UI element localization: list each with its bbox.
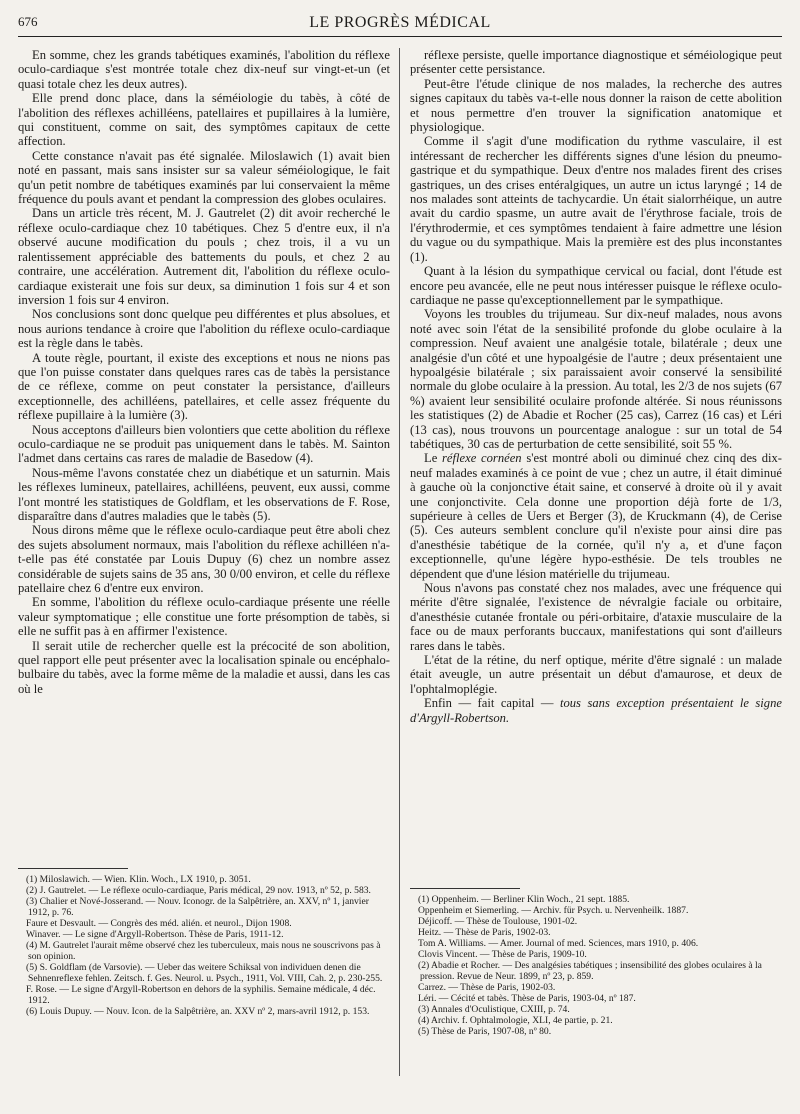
- paragraph: Comme il s'agit d'une modification du rythme vasculaire, il est intéressant de rechercher les différents signes d'une lésion du pneumo-gastrique et du sympathique. Deux d'entre nos malades firent des crises gastriques, un des crises entéralgiques, un autre un ictus laryngé ; 14 de nos malades sont atteints de tachycardie. Un était sialorrhéique, un autre avait du cardio spasme, un autre avait de l'érythrose faciale, trois de l'érythrodermie, et ces symptômes tendaient à faire admettre une lésion du vague ou du sympathique. Mais la première est des plus inconstantes (1).: [410, 134, 782, 264]
- footnote: Faure et Desvault. — Congrès des méd. alién. et neurol., Dijon 1908.: [26, 918, 292, 929]
- footnote: (1) Oppenheim. — Berliner Klin Woch., 21 sept. 1885.: [418, 894, 630, 905]
- text-run: Le: [424, 451, 443, 466]
- paragraph: Nous n'avons pas constaté chez nos malades, avec une fréquence qui mérite d'être signalée, l'existence de névralgie faciale ou orbitaire, d'anesthésie cutanée frontale ou péri-orbitaire, d'ataxie musculaire de la face ou de maux perforants buccaux, manifestations qui sont d'ailleurs rares dans le tabès.: [410, 581, 782, 653]
- footnote: (3) Chalier et Nové-Josserand. — Nouv. Iconogr. de la Salpêtrière, an. XXV, nº 1, janvier 1912, p. 76.: [26, 896, 369, 918]
- footnote: Clovis Vincent. — Thèse de Paris, 1909-10.: [418, 949, 587, 960]
- paragraph: Nous acceptons d'ailleurs bien volontiers que cette abolition du réflexe oculo-cardiaque ne se produit pas uniquement dans le tabès. M. Sainton l'admet dans certains cas rares de maladie de Basedow (4).: [18, 422, 390, 466]
- paragraph: [410, 696, 782, 725]
- right-footnotes: [410, 894, 780, 1037]
- footnote-separator: [18, 868, 128, 869]
- paragraph: Il serait utile de rechercher quelle est la précocité de son abolition, quel rapport elle peut présenter avec la localisation spinale ou encéphalo-bulbaire du tabès, avec la forme même de la maladie et aussi, dans les cas où le: [18, 638, 390, 696]
- paragraph: réflexe persiste, quelle importance diagnostique et séméiologique peut présenter cette persistance.: [410, 48, 782, 77]
- page-number: 676: [18, 14, 38, 29]
- footnote: Déjicoff. — Thèse de Toulouse, 1901-02.: [418, 916, 578, 927]
- footnote: (1) Miloslawich. — Wien. Klin. Woch., LX 1910, p. 3051.: [26, 874, 251, 885]
- paragraph: En somme, l'abolition du réflexe oculo-cardiaque présente une réelle valeur symptomatique ; elle constitue une forte présomption de tabès, si elle ne suffit pas à en affirmer l'existence.: [18, 595, 390, 639]
- paragraph: Voyons les troubles du trijumeau. Sur dix-neuf malades, nous avons noté avec soin l'état de la sensibilité profonde du globe oculaire à la compression. Neuf avaient une analgésie totale, bilatérale ; deux une analgésie d'un côté et une hypoalgésie de l'autre ; deux présentaient une hypoalgésie bilatérale ; six paraissaient avoir conservé la sensibilité normale du globe oculaire à la pression. Au total, les 2/3 de nos sujets (67 %) avaient leur sensibilité oculaire profonde altérée. Si nous réunissons les statistiques (2) de Abadie et Rocher (25 cas), Carrez (16 cas) et Léri (13 cas), nous trouvons un pourcentage analogue : sur un total de 54 tabétiques, 30 cas de perturbation de cette sensibilité, soit 55 %.: [410, 307, 782, 451]
- footnote: Oppenheim et Siemerling. — Archiv. für Psych. u. Nervenheilk. 1887.: [418, 905, 689, 916]
- column-divider: [399, 48, 400, 1076]
- paragraph: Nos conclusions sont donc quelque peu différentes et plus absolues, et nous aurions tendance à croire que l'abolition du réflexe oculo-cardiaque est la règle dans le tabès.: [18, 307, 390, 351]
- footnote: (5) Thèse de Paris, 1907-08, nº 80.: [418, 1026, 552, 1037]
- emphasis-text: réflexe cornéen: [442, 451, 522, 466]
- header-rule: [18, 36, 782, 37]
- footnote: F. Rose. — Le signe d'Argyll-Robertson en dehors de la syphilis. Semaine médicale, 4 déc. 1912.: [26, 984, 376, 1006]
- footnote: Winaver. — Le signe d'Argyll-Robertson. Thèse de Paris, 1911-12.: [26, 929, 284, 940]
- text-run: s'est montré aboli ou diminué chez cinq des dix-neuf malades examinés à ce point de vue ; chez un autre, il était diminué à gauche où la conjonctive était saine, et conservé à droite où il y avait une conjonctivite. Cela donne une proportion déjà forte de 1/3, supérieure à celles de Uers et Berger (3), de Kruckmann (4), de Cerise (5). Ces auteurs semblent conclure qu'il n'existe pour ainsi dire pas d'anesthésie tabétique de la cornée, qu'il n'y a, et d'une façon exceptionnelle, qu'une légère hypo-esthésie. De tels troubles ne dépendent que d'une lésion matérielle du trijumeau.: [410, 451, 782, 581]
- paragraph: Quant à la lésion du sympathique cervical ou facial, dont l'étude est encore peu avancée, elle ne peut nous intéresser puisque le réflexe oculo-cardiaque ne passe qu'exceptionnellement par le sympathique.: [410, 264, 782, 307]
- footnote: (2) J. Gautrelet. — Le réflexe oculo-cardiaque, Paris médical, 29 nov. 1913, nº 52, p. 583.: [26, 885, 371, 896]
- emphasis-text: tous sans exception présentaient le signe d'Argyll-Robertson.: [410, 696, 782, 725]
- footnote: Tom A. Williams. — Amer. Journal of med. Sciences, mars 1910, p. 406.: [418, 938, 699, 949]
- footnote: (2) Abadie et Rocher. — Des analgésies tabétiques ; insensibilité des globes oculaires à la pression. Revue de Neur. 1899, nº 23, p. 859.: [418, 960, 762, 982]
- footnote: (6) Louis Dupuy. — Nouv. Icon. de la Salpêtrière, an. XXV nº 2, mars-avril 1912, p. 153.: [26, 1006, 370, 1017]
- footnote: (4) Archiv. f. Ophtalmologie, XLI, 4e partie, p. 21.: [418, 1015, 613, 1026]
- footnote: Carrez. — Thèse de Paris, 1902-03.: [418, 982, 556, 993]
- left-column: [18, 48, 390, 696]
- paragraph: A toute règle, pourtant, il existe des exceptions et nous ne nions pas que l'on puisse constater dans quelques rares cas de tabès la persistance de ce réflexe, comme on peut constater la persistance, d'ailleurs exceptionnelle, des achilléens, patellaires, et celle assez fréquente du réflexe pupillaire à la lumière (3).: [18, 350, 390, 423]
- footnote: (3) Annales d'Oculistique, CXIII, p. 74.: [418, 1004, 570, 1015]
- paragraph: Elle prend donc place, dans la séméiologie du tabès, à côté de l'abolition des réflexes achilléens, patellaires et pupillaires à la lumière, qui constituent, comme on sait, des symptômes capitaux de cette affection.: [18, 91, 390, 149]
- footnote: (4) M. Gautrelet l'aurait même observé chez les tuberculeux, mais nous ne souscrivons pas à son opinion.: [26, 940, 381, 962]
- right-column: [410, 48, 782, 725]
- paragraph: [410, 451, 782, 581]
- paragraph: En somme, chez les grands tabétiques examinés, l'abolition du réflexe oculo-cardiaque s'est montrée totale chez dix-neuf sur vingt-et-un (et quasi totale chez les deux autres).: [18, 48, 390, 91]
- paragraph: Nous-même l'avons constatée chez un diabétique et un saturnin. Mais les réflexes lumineux, patellaires, achilléens, peuvent, eux aussi, comme l'ont montré les statistiques de Goldflam, et les observations de F. Rose, disparaître dans d'autres maladies que le tabès (5).: [18, 465, 390, 523]
- footnote: (5) S. Goldflam (de Varsovie). — Ueber das weitere Schiksal von individuen denen die Sehnenreflexe fehlen. Zeitsch. f. Ges. Neurol. u. Psych., 1911, Vol. VIII, Cah. 2, p. 230-255.: [26, 962, 383, 984]
- page-header: [18, 14, 782, 36]
- paragraph: Dans un article très récent, M. J. Gautrelet (2) dit avoir recherché le réflexe oculo-cardiaque chez 10 tabétiques. Chez 5 d'entre eux, il n'a observé aucune modification du pouls ; chez trois, il a vu un ralentissement appréciable des battements du pouls, et chez 2 au contraire, une accélération. Autrement dit, l'abolition du réflexe oculo-cardiaque existerait une fois sur deux, sa diminution 1 fois sur 4 et son inversion 1 fois sur 4 environ.: [18, 206, 390, 307]
- left-footnotes: [18, 874, 388, 1017]
- journal-title: LE PROGRÈS MÉDICAL: [309, 14, 491, 31]
- text-run: Enfin — fait capital —: [424, 696, 560, 711]
- paragraph: Peut-être l'étude clinique de nos malades, la recherche des autres signes capitaux du tabès va-t-elle nous donner la raison de cette abolition et nous permettre d'en trouver la signification anatomique et physiologique.: [410, 76, 782, 135]
- footnote: Heitz. — Thèse de Paris, 1902-03.: [418, 927, 551, 938]
- footnote-separator: [410, 888, 520, 889]
- paragraph: L'état de la rétine, du nerf optique, mérite d'être signalé : un malade était aveugle, un autre présentait un début d'amaurose, et deux de l'ophtalmoplégie.: [410, 653, 782, 696]
- paragraph: Cette constance n'avait pas été signalée. Miloslawich (1) avait bien noté en passant, mais sans insister sur sa valeur séméiologique, le fait qu'un petit nombre de tabétiques examinés par lui conservaient la même fréquence du pouls avant et pendant la compression des globes oculaires.: [18, 148, 390, 207]
- paragraph: Nous dirons même que le réflexe oculo-cardiaque peut être aboli chez des sujets absolument normaux, mais l'abolition du réflexe achilléen n'a-t-elle pas été constatée par Louis Dupuy (6) chez un nombre assez considérable de sujets sains de 35 ans, 30 0/00 environ, et celle du réflexe patellaire chez 6 d'entre eux environ.: [18, 523, 390, 596]
- footnote: Léri. — Cécité et tabès. Thèse de Paris, 1903-04, nº 187.: [418, 993, 636, 1004]
